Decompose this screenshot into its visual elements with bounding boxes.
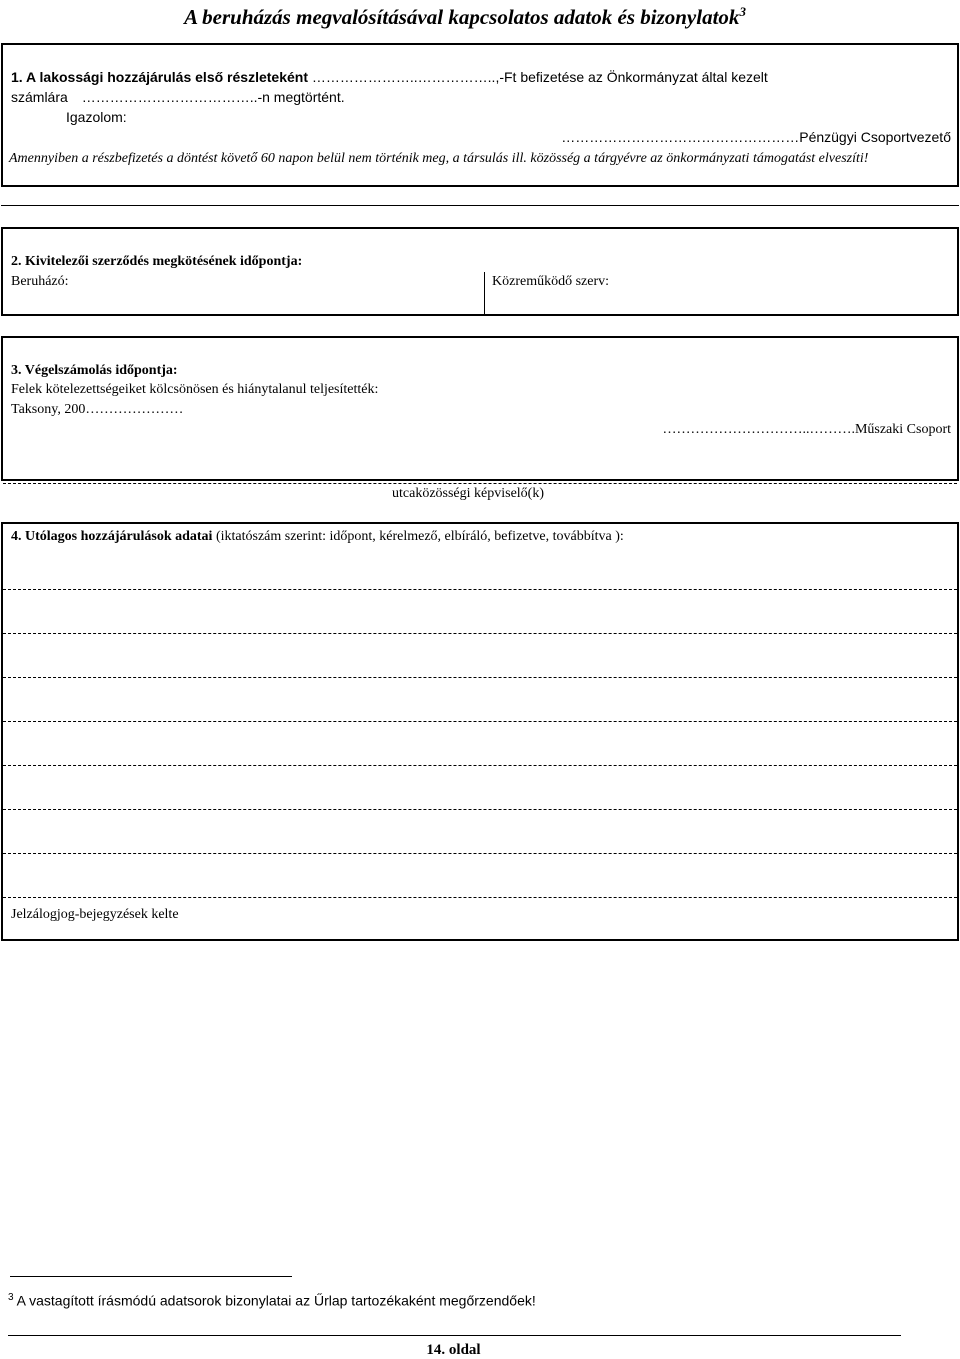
section-2-box xyxy=(1,227,959,316)
separator-rule xyxy=(1,205,959,206)
section-1-suffix: ,-Ft befizetése az Önkormányzat által kezelt xyxy=(495,69,768,85)
section-1-label: 1. A lakossági hozzájárulás első részleteként xyxy=(11,69,308,85)
date-dots: ……………………………….. xyxy=(81,89,258,105)
entry-line xyxy=(3,897,957,898)
signature-dashed-line xyxy=(3,483,957,484)
page-number: 14. oldal xyxy=(426,1342,481,1358)
entry-line xyxy=(3,633,957,634)
section-1-line-2 xyxy=(11,89,345,105)
technical-dots: …………………………..………. xyxy=(662,422,855,437)
section-4-detail: (iktatószám szerint: időpont, kérelmező, elbíráló, befizetve, továbbítva ): xyxy=(212,529,624,544)
title-footnote-ref: 3 xyxy=(739,4,746,19)
place-date-line xyxy=(11,402,183,418)
street-representative-label: utcaközösségi képviselő(k) xyxy=(392,486,545,501)
place-date-prefix: Taksony, 200 xyxy=(11,402,86,417)
place-date-dots: ………………… xyxy=(85,402,184,417)
completed-text: -n megtörtént. xyxy=(257,89,345,105)
page-footer-rule xyxy=(8,1335,901,1336)
technical-signature-line xyxy=(662,422,951,438)
investor-label: Beruházó: xyxy=(11,274,69,289)
footnote-text: A vastagított írásmódú adatsorok bizonylatai az Űrlap tartozékaként megőrzendőek! xyxy=(13,1292,536,1309)
signature-line xyxy=(561,129,951,145)
entry-line xyxy=(3,853,957,854)
entry-line xyxy=(3,765,957,766)
footnote xyxy=(8,1292,536,1309)
signature-dots: …………………………………………… xyxy=(561,129,800,145)
section-4-heading-line xyxy=(11,529,624,545)
confirm-label: Igazolom: xyxy=(66,109,127,125)
section-3-heading: 3. Végelszámolás időpontja: xyxy=(11,363,178,378)
section-3-box xyxy=(1,336,959,481)
footnote-rule xyxy=(10,1276,292,1277)
technical-signer: Műszaki Csoport xyxy=(854,422,951,437)
section-4-box xyxy=(1,522,959,941)
entry-line xyxy=(3,809,957,810)
entry-line xyxy=(3,677,957,678)
footnote-number: 3 xyxy=(8,1292,14,1303)
statement-text: Felek kötelezettségeiket kölcsönösen és hiánytalanul teljesítették: xyxy=(11,382,379,397)
section-1-line-1 xyxy=(11,69,768,85)
amount-dots: …………………..…………….. xyxy=(311,69,496,85)
account-label: számlára xyxy=(11,89,68,105)
mortgage-label: Jelzálogjog-bejegyzések kelte xyxy=(11,907,179,922)
warning-text: Amennyiben a részbefizetés a döntést követő 60 napon belül nem történik meg, a társulás ill. közösség a tárgyévre az önkormányzati támogatást elveszíti! xyxy=(9,151,869,166)
signer-title: Pénzügyi Csoportvezető xyxy=(799,129,951,145)
section-1-box xyxy=(1,43,959,187)
title-text: A beruházás megvalósításával kapcsolatos adatok és bizonylatok xyxy=(184,5,740,29)
contributor-label: Közreműködő szerv: xyxy=(492,274,610,289)
section-2-heading: 2. Kivitelezői szerződés megkötésének időpontja: xyxy=(11,254,303,269)
entry-line xyxy=(3,721,957,722)
entry-line xyxy=(3,589,957,590)
column-divider xyxy=(484,272,485,316)
section-4-heading: 4. Utólagos hozzájárulások adatai xyxy=(11,529,213,544)
page-title xyxy=(0,4,930,30)
